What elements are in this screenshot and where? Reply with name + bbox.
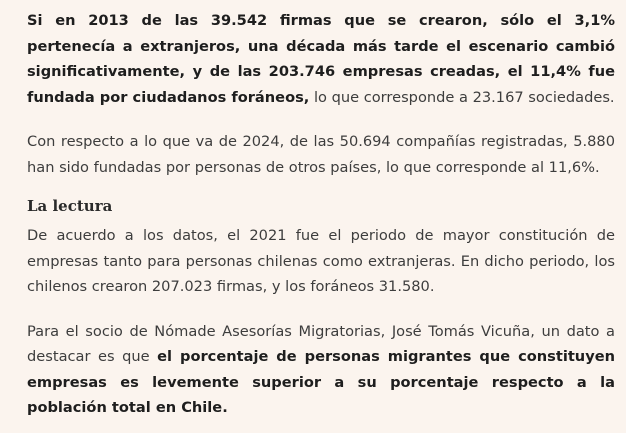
paragraph-2021: De acuerdo a los datos, el 2021 fue el periodo de mayor constitución de empresas tanto para personas chilenas como extranjeras. En dicho periodo, los chilenos crearon 207.023 firmas, y los foráneos 31.580. — [27, 227, 615, 295]
paragraph-vicuna-bold: el porcentaje de personas migrantes que constituyen empresas es levemente superior a su porcentaje respecto a la población total en Chile. — [27, 348, 615, 416]
section-heading: La lectura — [27, 197, 113, 215]
article-body — [27, 8, 615, 421]
paragraph-vicuna-normal: Para el socio de Nómade Asesorías Migratorias, José Tomás Vicuña, un dato a destacar es que — [27, 322, 615, 365]
paragraph-vicuna-quote — [27, 319, 615, 421]
paragraph-firmas-2013-normal: lo que corresponde a 23.167 sociedades. — [309, 88, 615, 106]
paragraph-firmas-2013 — [27, 8, 615, 110]
paragraph-firmas-2013-bold: Si en 2013 de las 39.542 firmas que se crearon, sólo el 3,1% pertenecía a extranjeros, una década más tarde el escenario cambió significativamente, y de las 203.746 empresas creadas, el 11,4% fue fundada por ciudadanos foráneos, — [27, 12, 615, 106]
paragraph-2024: Con respecto a lo que va de 2024, de las 50.694 compañías registradas, 5.880 han sido fundadas por personas de otros países, lo que corresponde al 11,6%. — [27, 133, 615, 176]
